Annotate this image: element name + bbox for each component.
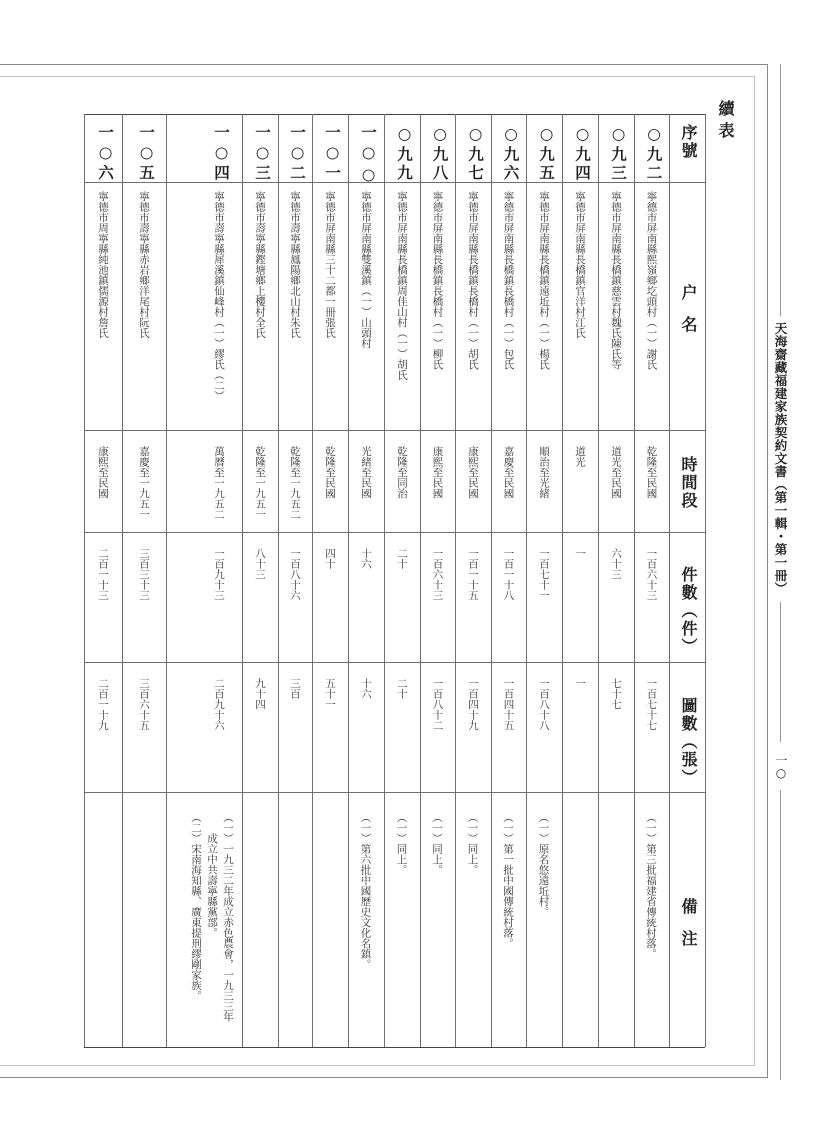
row-period: 乾隆至民國 bbox=[645, 446, 658, 499]
row-period: 嘉慶至一九五一 bbox=[138, 446, 150, 520]
row-images: 二百九十六 bbox=[213, 678, 225, 731]
row-serial: 一○四 bbox=[212, 124, 231, 183]
row-serial: 一○六 bbox=[96, 124, 115, 183]
row-divider bbox=[562, 114, 563, 1047]
row-household: 寧德市屏南縣長橋鎮長橋村（一）柳氏 bbox=[431, 191, 444, 370]
row-serial: ○九八 bbox=[430, 124, 450, 183]
row-items: 一百七十一 bbox=[538, 548, 550, 601]
row-images: 三百六十五 bbox=[138, 678, 150, 731]
row-images: 九十四 bbox=[254, 678, 266, 710]
row-images: 二百一十九 bbox=[97, 678, 109, 731]
row-items: 一百一十八 bbox=[502, 548, 515, 601]
row-divider bbox=[598, 114, 599, 1047]
row-items: 四十 bbox=[324, 548, 336, 569]
row-images: 一百七十七 bbox=[645, 678, 658, 731]
row-divider bbox=[491, 114, 492, 1047]
row-serial: 一○一 bbox=[323, 124, 342, 183]
row-household: 寧德市周寧縣純池鎮儒源村詹氏 bbox=[97, 191, 109, 338]
row-items: 六十三 bbox=[610, 548, 622, 580]
row-items: 二十 bbox=[396, 548, 408, 569]
row-serial: ○九六 bbox=[501, 124, 521, 183]
row-notes bbox=[537, 812, 551, 917]
row-period: 康熙至民國 bbox=[97, 446, 109, 499]
header-notes: 備注 bbox=[679, 898, 698, 962]
note-line: （二）宋南海知縣、廣東提刑繆剛家族。 bbox=[190, 812, 202, 1001]
row-household: 寧德市屏南縣長橋鎮遠坵村（一）楊氏 bbox=[538, 191, 550, 370]
row-serial: ○九四 bbox=[573, 124, 592, 183]
row-serial: ○九七 bbox=[466, 124, 485, 183]
row-divider bbox=[166, 114, 167, 1047]
row-divider bbox=[348, 114, 349, 1047]
row-items: 一 bbox=[574, 548, 586, 559]
row-items: 一百九十三 bbox=[213, 548, 225, 601]
row-period: 嘉慶至民國 bbox=[502, 446, 515, 499]
row-household: 寧德市屏南縣長橋鎮長橋村（一）胡氏 bbox=[467, 191, 479, 370]
row-items: 一百八十六 bbox=[289, 548, 301, 601]
row-period: 康熙至民國 bbox=[431, 446, 444, 499]
rule-household bbox=[84, 430, 705, 431]
row-images: 一百八十八 bbox=[538, 678, 550, 731]
rule-items bbox=[84, 662, 705, 663]
row-divider bbox=[242, 114, 243, 1047]
row-divider bbox=[634, 114, 635, 1047]
continued-label: 續表 bbox=[716, 100, 735, 144]
row-divider bbox=[312, 114, 313, 1047]
row-household: 寧德市屏南縣長橋鎮周佳山村（一）胡氏 bbox=[396, 191, 408, 380]
row-period: 乾隆至同治 bbox=[396, 446, 408, 499]
row-divider bbox=[122, 114, 123, 1047]
note-line: （一）第六批中國歷史文化名鎮。 bbox=[359, 812, 372, 970]
page-number: 一○ bbox=[774, 754, 788, 780]
note-line: （一）原名悠遠坵村。 bbox=[537, 812, 550, 917]
row-notes bbox=[359, 812, 373, 970]
row-serial: ○九九 bbox=[395, 124, 414, 183]
row-period: 乾隆至一九五二 bbox=[289, 446, 301, 520]
row-period: 乾隆至民國 bbox=[324, 446, 336, 499]
row-items: 一百一十五 bbox=[467, 548, 479, 601]
row-household: 寧德市屏南縣雙溪鎮（一）山頭村 bbox=[360, 191, 372, 349]
row-items: 八十三 bbox=[254, 548, 266, 580]
row-images: 一百四十五 bbox=[502, 678, 515, 731]
header-period: 時間段 bbox=[679, 456, 698, 510]
note-line: （一）同上。 bbox=[431, 812, 443, 875]
row-images: 三百 bbox=[289, 678, 301, 699]
header-serial: 序號 bbox=[679, 124, 698, 160]
row-images: 五十一 bbox=[324, 678, 336, 710]
row-period: 道光至民國 bbox=[610, 446, 622, 499]
row-serial: 一○二 bbox=[288, 124, 307, 183]
row-household: 寧德市屏南縣三十二都一冊張氏 bbox=[324, 191, 336, 338]
row-images: 一百四十九 bbox=[467, 678, 479, 731]
row-divider bbox=[705, 114, 706, 1047]
row-period: 乾隆至一九五一 bbox=[254, 446, 266, 520]
row-items: 二百一十三 bbox=[97, 548, 109, 601]
row-notes bbox=[644, 812, 658, 959]
row-divider bbox=[455, 114, 456, 1047]
row-notes bbox=[430, 812, 444, 875]
row-images: 一百八十二 bbox=[431, 678, 444, 731]
row-household: 寧德市壽寧縣鏗塘鄉上樓村全氏 bbox=[254, 191, 266, 338]
row-items: 一百六十三 bbox=[645, 548, 658, 601]
row-items: 三百三十三 bbox=[138, 548, 150, 601]
row-items: 十六 bbox=[360, 548, 372, 569]
rule-images bbox=[84, 792, 705, 793]
row-period: 道光 bbox=[574, 446, 586, 467]
running-title: 天海齋藏福建家族契約文書（第一輯・第一冊） bbox=[773, 322, 788, 595]
row-divider bbox=[384, 114, 385, 1047]
header-images: 圖數（張） bbox=[679, 697, 698, 787]
rule-period bbox=[84, 532, 705, 533]
row-period: 順治至光緒 bbox=[538, 446, 550, 499]
row-images: 十六 bbox=[360, 678, 372, 699]
row-serial: 一○三 bbox=[253, 124, 272, 183]
note-line: （一）第三批福建省傳統村落。 bbox=[645, 812, 657, 959]
table-bottom-rule bbox=[84, 1047, 705, 1048]
row-household: 寧德市屏南縣長橋鎮慈雲村魏氏陳氏等 bbox=[610, 191, 622, 370]
row-household: 寧德市壽寧縣犀溪鎮仙峰村（一）繆氏（二） bbox=[213, 191, 225, 401]
row-divider bbox=[84, 114, 85, 1047]
row-images: 一 bbox=[574, 678, 586, 689]
note-line: （一）同上。 bbox=[395, 812, 408, 875]
note-line: （一）第一批中國傳統村落。 bbox=[502, 812, 514, 949]
row-notes bbox=[395, 812, 409, 875]
row-notes bbox=[189, 812, 235, 1022]
header-household: 户名 bbox=[679, 284, 698, 348]
row-household: 寧德市壽寧縣鳳陽鄉北山村朱氏 bbox=[289, 191, 301, 338]
row-divider bbox=[526, 114, 527, 1047]
row-serial: ○九五 bbox=[537, 124, 556, 183]
row-household: 寧德市壽寧縣赤岩鄉洋尾村阮氏 bbox=[138, 191, 150, 338]
row-divider bbox=[420, 114, 421, 1047]
row-serial: ○九二 bbox=[644, 124, 664, 183]
row-notes bbox=[501, 812, 515, 949]
header-items: 件數（件） bbox=[679, 566, 698, 656]
row-notes bbox=[466, 812, 480, 875]
table-top-rule bbox=[84, 114, 705, 115]
row-household: 寧德市屏南縣長橋鎮官洋村江氏 bbox=[574, 191, 586, 338]
row-divider bbox=[278, 114, 279, 1047]
row-divider bbox=[669, 114, 670, 1047]
row-period: 萬曆至一九五二 bbox=[213, 446, 225, 520]
row-serial: 一○○ bbox=[359, 124, 378, 187]
row-images: 二十 bbox=[396, 678, 408, 699]
row-images: 七十七 bbox=[610, 678, 622, 710]
note-line: 成立中共壽寧縣黨部。 bbox=[206, 812, 218, 938]
row-items: 一百六十三 bbox=[431, 548, 444, 601]
row-household: 寧德市屏南縣熙嶺鄉圪頭村（一）謝氏 bbox=[645, 191, 658, 370]
row-period: 光緒至民國 bbox=[360, 446, 372, 499]
row-household: 寧德市屏南縣長橋鎮長橋村（一）包氏 bbox=[502, 191, 515, 370]
note-line: （一）同上。 bbox=[466, 812, 479, 875]
note-line: （一）一九三二年成立赤色農會，一九三三年 bbox=[222, 812, 234, 1022]
row-period: 康熙至民國 bbox=[467, 446, 479, 499]
row-serial: ○九三 bbox=[609, 124, 628, 183]
row-serial: 一○五 bbox=[137, 124, 156, 183]
